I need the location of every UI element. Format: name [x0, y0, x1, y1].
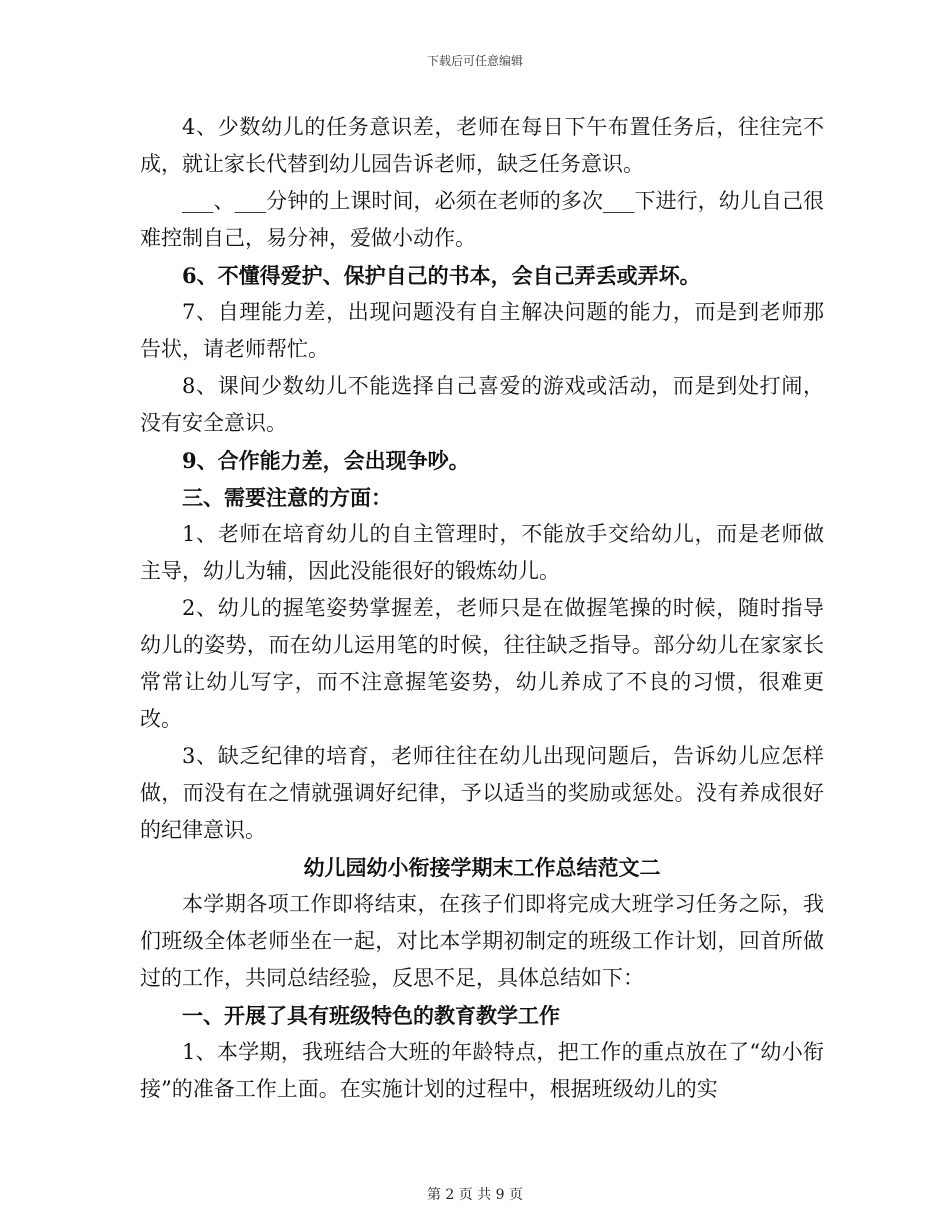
section-heading-attention: 三、需要注意的方面：: [182, 485, 392, 510]
paragraph-item-4: 4、少数幼儿的任务意识差，老师在每日下午布置任务后，往往完不成，就让家长代替到幼儿园告诉老师，缺乏任务意识。: [140, 115, 824, 176]
intro-paragraph: 本学期各项工作即将结束，在孩子们即将完成大班学习任务之际，我们班级全体老师坐在一起，对比本学期初制定的班级工作计划，回首所做过的工作，共同总结经验，反思不足，具体总结如下：: [140, 892, 824, 990]
subsection-heading-teaching: 一、开展了具有班级特色的教育教学工作: [182, 1003, 560, 1028]
paragraph-item-7: 7、自理能力差，出现问题没有自主解决问题的能力，而是到老师那告状，请老师帮忙。: [140, 300, 824, 361]
paragraph-item-6: 6、不懂得爱护、保护自己的书本，会自己弄丢或弄坏。: [182, 263, 701, 288]
document-section-title: 幼儿园幼小衔接学期末工作总结范文二: [303, 855, 661, 880]
teaching-item-1: 1、本学期，我班结合大班的年龄特点，把工作的重点放在了“幼小衔接”的准备工作上面。在实施计划的过程中，根据班级幼儿的实: [140, 1040, 824, 1101]
page-header-note: 下载后可任意编辑: [426, 54, 523, 68]
page-number: 第 2 页 共 9 页: [426, 1187, 524, 1203]
attention-item-2: 2、幼儿的握笔姿势掌握差，老师只是在做握笔操的时候，随时指导幼儿的姿势，而在幼儿运用笔的时候，往往缺乏指导。部分幼儿在家家长常常让幼儿写字，而不注意握笔姿势，幼儿养成了不良的习惯，很难更改。: [140, 596, 824, 731]
attention-item-3: 3、缺乏纪律的培育，老师往往在幼儿出现问题后，告诉幼儿应怎样做，而没有在之情就强调好纪律，予以适当的奖励或惩处。没有养成很好的纪律意识。: [140, 744, 824, 842]
paragraph-item-8: 8、课间少数幼儿不能选择自己喜爱的游戏或活动，而是到处打闹，没有安全意识。: [140, 374, 824, 435]
attention-item-1: 1、老师在培育幼儿的自主管理时，不能放手交给幼儿，而是老师做主导，幼儿为辅，因此没能很好的锻炼幼儿。: [140, 522, 824, 583]
document-body: [140, 109, 824, 1108]
paragraph-item-9: 9、合作能力差，会出现争吵。: [182, 448, 470, 473]
paragraph-item-5: ___、___分钟的上课时间，必须在老师的多次___下进行，幼儿自己很难控制自己，易分神，爱做小动作。: [140, 189, 824, 250]
